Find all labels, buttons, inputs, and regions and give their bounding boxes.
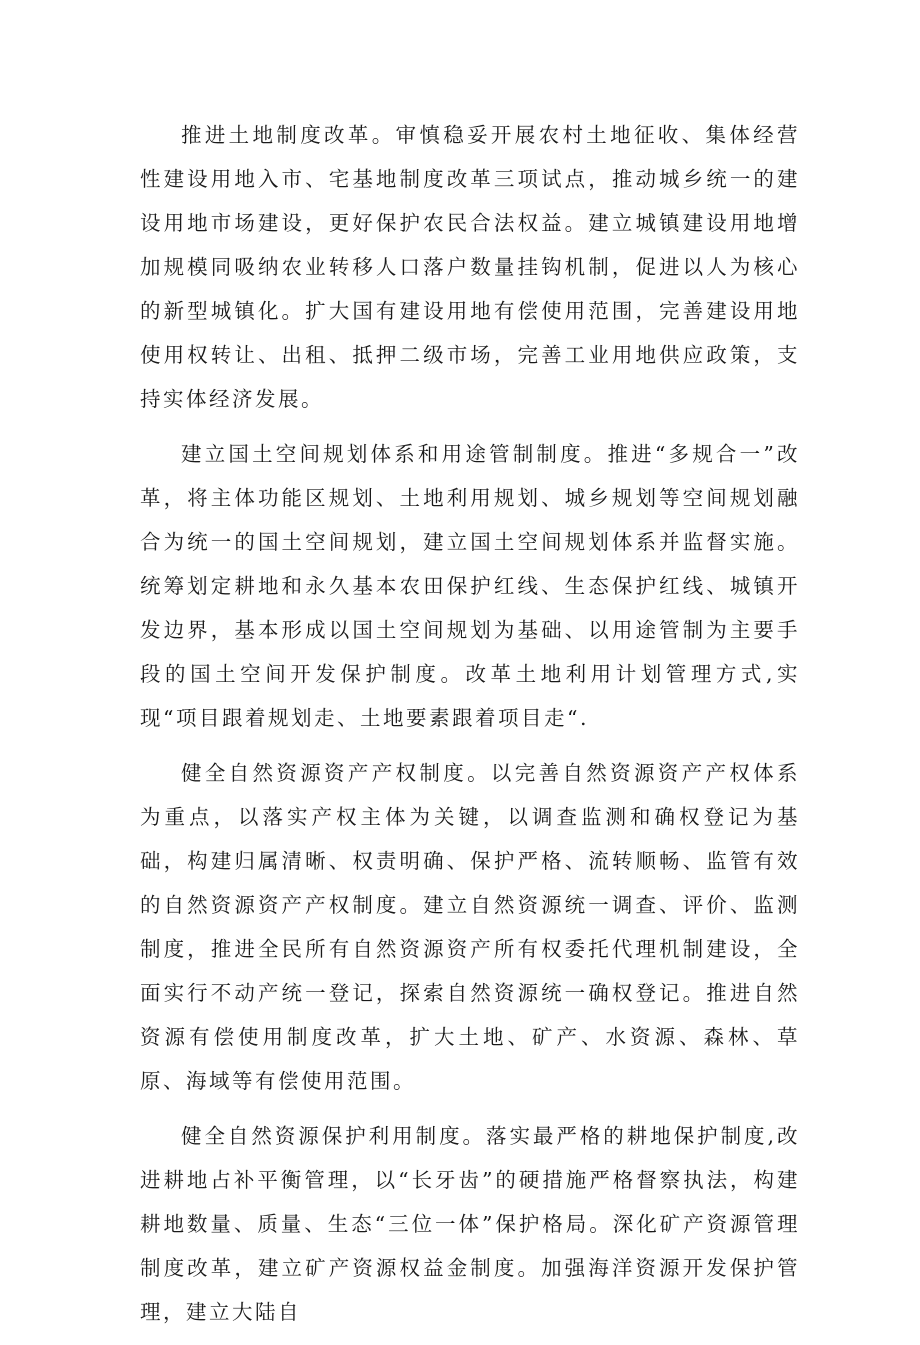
paragraph-land-system-reform: 推进土地制度改革。审慎稳妥开展农村土地征收、集体经营性建设用地入市、宅基地制度改革三项试点，推动城乡统一的建设用地市场建设，更好保护农民合法权益。建立城镇建设用地增加规模同吸纳农业转移人口落户数量挂钩机制，促进以人为核心的新型城镇化。扩大国有建设用地有偿使用范围，完善建设用地使用权转让、出租、抵押二级市场，完善工业用地供应政策，支持实体经济发展。 [140, 123, 800, 411]
paragraph-resource-protection: 健全自然资源保护利用制度。落实最严格的耕地保护制度,改进耕地占补平衡管理，以“长牙齿”的硬措施严格督察执法，构建耕地数量、质量、生态“三位一体”保护格局。深化矿产资源管理制度改革，建立矿产资源权益金制度。加强海洋资源开发保护管理，建立大陆自 [140, 1124, 800, 1324]
document-body [140, 113, 800, 1345]
paragraph-spatial-planning: 建立国土空间规划体系和用途管制制度。推进“多规合一”改革，将主体功能区规划、土地利用规划、城乡规划等空间规划融合为统一的国土空间规划，建立国土空间规划体系并监督实施。统筹划定耕地和永久基本农田保护红线、生态保护红线、城镇开发边界，基本形成以国土空间规划为基础、以用途管制为主要手段的国土空间开发保护制度。改革土地利用计划管理方式,实现“项目跟着规划走、土地要素跟着项目走“. [140, 442, 800, 730]
paragraph-property-rights: 健全自然资源资产产权制度。以完善自然资源资产产权体系为重点，以落实产权主体为关键，以调查监测和确权登记为基础，构建归属清晰、权责明确、保护严格、流转顺畅、监管有效的自然资源资产产权制度。建立自然资源统一调查、评价、监测制度，推进全民所有自然资源资产所有权委托代理机制建设，全面实行不动产统一登记，探索自然资源统一确权登记。推进自然资源有偿使用制度改革，扩大土地、矿产、水资源、森林、草原、海域等有偿使用范围。 [140, 761, 800, 1093]
